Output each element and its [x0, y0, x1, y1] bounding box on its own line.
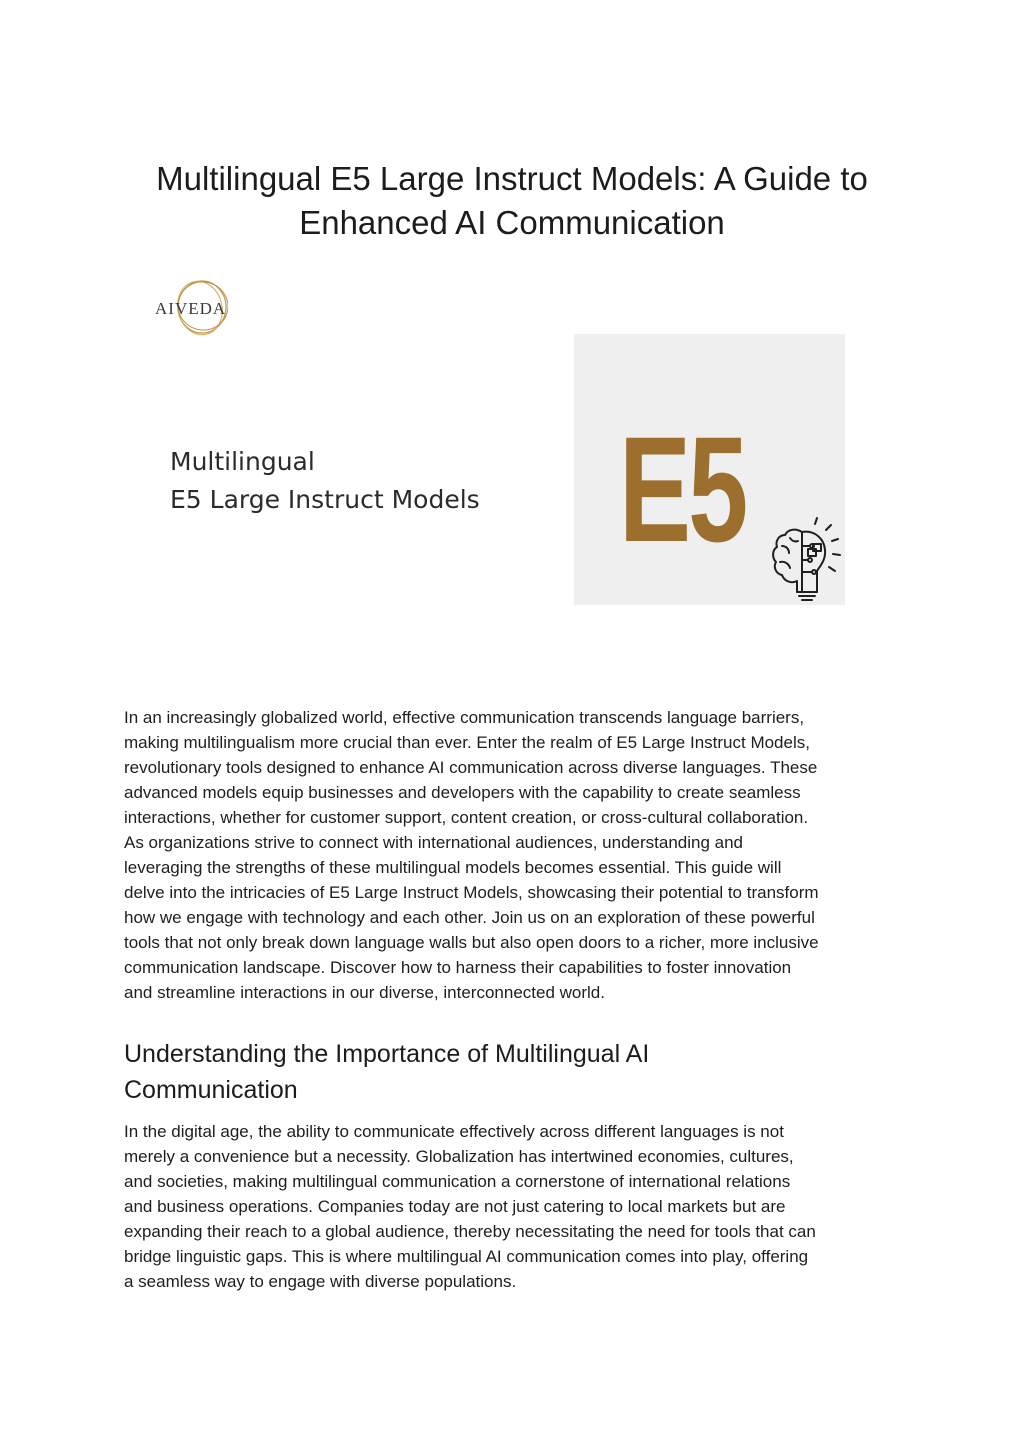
paragraph-line: and business operations. Companies today are not just catering to local markets but are [124, 1197, 786, 1216]
brain-lightbulb-icon [768, 516, 842, 602]
section-heading [124, 1036, 649, 1108]
logo-wordmark: AIVEDA [155, 299, 227, 318]
banner-heading-line: Multilingual [170, 447, 315, 476]
paragraph-line: revolutionary tools designed to enhance AI communication across diverse languages. These [124, 758, 818, 777]
page-title-line: Enhanced AI Communication [299, 204, 725, 241]
paragraph-line: As organizations strive to connect with international audiences, understanding and [124, 833, 743, 852]
page-title-line: Multilingual E5 Large Instruct Models: A Guide to [156, 160, 868, 197]
paragraph-line: and streamline interactions in our diverse, interconnected world. [124, 983, 605, 1002]
paragraph-line: advanced models equip businesses and developers with the capability to create seamless [124, 783, 801, 802]
paragraph-line: leveraging the strengths of these multilingual models becomes essential. This guide will [124, 858, 782, 877]
section-heading-line: Communication [124, 1076, 298, 1104]
paragraph-line: interactions, whether for customer support, content creation, or cross-cultural collaboration. [124, 808, 809, 827]
banner-heading-line: E5 Large Instruct Models [170, 485, 480, 514]
paragraph-line: communication landscape. Discover how to harness their capabilities to foster innovation [124, 958, 792, 977]
section-paragraph [124, 1119, 904, 1294]
e5-mark: E5 [619, 405, 746, 573]
paragraph-line: and societies, making multilingual communication a cornerstone of international relations [124, 1172, 791, 1191]
paragraph-line: tools that not only break down language walls but also open doors to a richer, more inclusive [124, 933, 819, 952]
paragraph-line: delve into the intricacies of E5 Large Instruct Models, showcasing their potential to transform [124, 883, 819, 902]
aiveda-logo [152, 278, 228, 338]
banner-heading [170, 443, 480, 519]
paragraph-line: how we engage with technology and each other. Join us on an exploration of these powerful [124, 908, 815, 927]
paragraph-line: In the digital age, the ability to communicate effectively across different languages is not [124, 1122, 784, 1141]
paragraph-line: expanding their reach to a global audience, thereby necessitating the need for tools that can [124, 1222, 816, 1241]
paragraph-line: merely a convenience but a necessity. Globalization has intertwined economies, cultures, [124, 1147, 794, 1166]
page-title [90, 157, 934, 245]
e5-card [574, 334, 845, 605]
paragraph-line: bridge linguistic gaps. This is where multilingual AI communication comes into play, offering [124, 1247, 809, 1266]
section-heading-line: Understanding the Importance of Multilingual AI [124, 1040, 650, 1068]
paragraph-line: a seamless way to engage with diverse populations. [124, 1272, 517, 1291]
paragraph-line: In an increasingly globalized world, effective communication transcends language barriers, [124, 708, 805, 727]
intro-paragraph [124, 705, 904, 1005]
hero-banner-image [125, 265, 865, 615]
paragraph-line: making multilingualism more crucial than ever. Enter the realm of E5 Large Instruct Models, [124, 733, 810, 752]
